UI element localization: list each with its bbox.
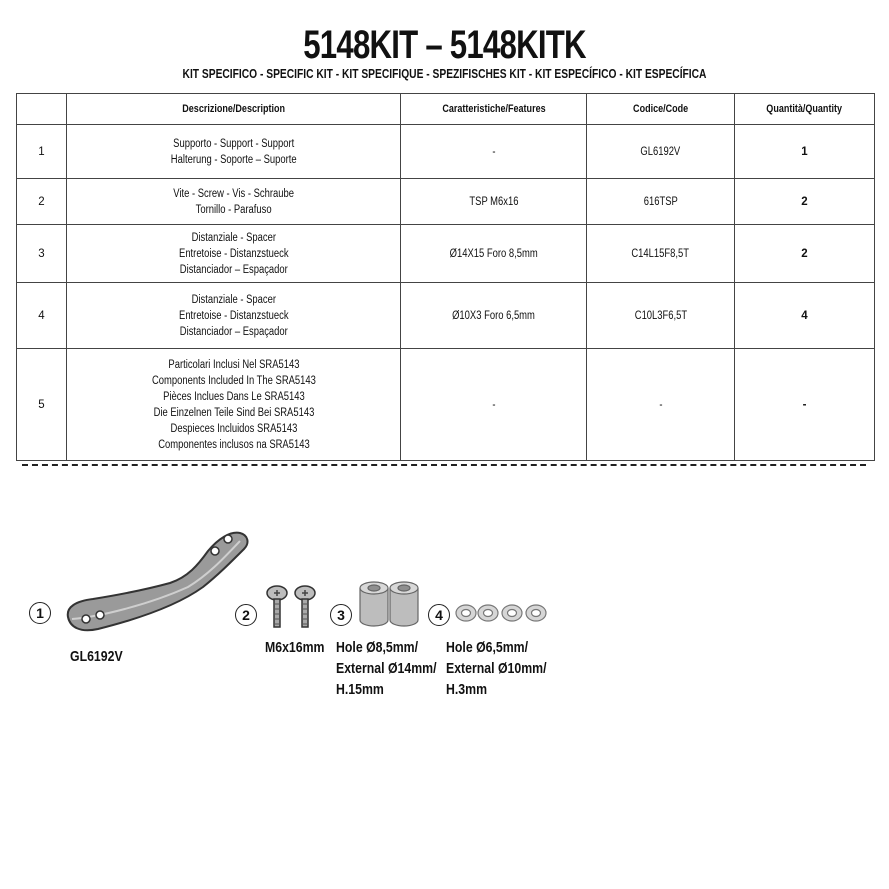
row-description: Vite - Screw - Vis - Schraube Tornillo - Parafuso xyxy=(67,179,401,225)
col-header-features: Caratteristiche/Features xyxy=(401,94,587,125)
figure-number-4: 4 xyxy=(428,604,450,626)
figure-number-1: 1 xyxy=(29,602,51,624)
screw-illustration xyxy=(261,584,325,630)
row-description: Distanziale - Spacer Entretoise - Distanzstueck Distanciador – Espaçador xyxy=(67,283,401,349)
col-header-code: Codice/Code xyxy=(587,94,735,125)
row-number: 4 xyxy=(17,283,67,349)
page-title: 5148KIT – 5148KITK xyxy=(303,23,586,67)
large-spacer-illustration xyxy=(356,578,422,630)
row-quantity: 2 xyxy=(735,179,875,225)
row-number: 5 xyxy=(17,349,67,461)
table-row xyxy=(17,179,875,225)
table-row xyxy=(17,349,875,461)
col-header-index xyxy=(17,94,67,125)
row-features: Ø14X15 Foro 8,5mm xyxy=(401,225,587,283)
figure-number-3: 3 xyxy=(330,604,352,626)
dashed-divider xyxy=(22,464,866,466)
row-number: 2 xyxy=(17,179,67,225)
row-quantity: 1 xyxy=(735,125,875,179)
row-code: C10L3F6,5T xyxy=(587,283,735,349)
row-code: GL6192V xyxy=(587,125,735,179)
small-spacer-caption: Hole Ø6,5mm/ External Ø10mm/ H.3mm xyxy=(446,639,547,698)
table-header-row xyxy=(17,94,875,125)
row-quantity: - xyxy=(735,349,875,461)
table-row xyxy=(17,125,875,179)
col-header-description: Descrizione/Description xyxy=(67,94,401,125)
bracket-illustration xyxy=(58,525,253,635)
row-code: C14L15F8,5T xyxy=(587,225,735,283)
row-features: - xyxy=(401,349,587,461)
table-row xyxy=(17,225,875,283)
row-quantity: 4 xyxy=(735,283,875,349)
row-number: 3 xyxy=(17,225,67,283)
bracket-caption: GL6192V xyxy=(70,648,123,665)
table-row xyxy=(17,283,875,349)
figure-number-2: 2 xyxy=(235,604,257,626)
page-subtitle: KIT SPECIFICO - SPECIFIC KIT - KIT SPECIFIQUE - SPEZIFISCHES KIT - KIT ESPECÍFICO - KIT ESPECÍFICA xyxy=(182,67,707,81)
row-number: 1 xyxy=(17,125,67,179)
kit-table xyxy=(16,93,875,461)
row-features: Ø10X3 Foro 6,5mm xyxy=(401,283,587,349)
row-quantity: 2 xyxy=(735,225,875,283)
small-spacer-illustration xyxy=(454,600,550,626)
screw-caption: M6x16mm xyxy=(265,639,325,656)
row-description: Particolari Inclusi Nel SRA5143 Components Included In The SRA5143 Pièces Inclues Dans Le SRA5143 Die Einzelnen Teile Sind Bei SRA5143 Despieces Incluidos SRA5143 Componentes inclusos na SRA5143 xyxy=(67,349,401,461)
row-features: - xyxy=(401,125,587,179)
row-features: TSP M6x16 xyxy=(401,179,587,225)
row-code: - xyxy=(587,349,735,461)
row-description: Supporto - Support - Support Halterung - Soporte – Suporte xyxy=(67,125,401,179)
row-code: 616TSP xyxy=(587,179,735,225)
col-header-quantity: Quantità/Quantity xyxy=(735,94,875,125)
large-spacer-caption: Hole Ø8,5mm/ External Ø14mm/ H.15mm xyxy=(336,639,437,698)
row-description: Distanziale - Spacer Entretoise - Distanzstueck Distanciador – Espaçador xyxy=(67,225,401,283)
